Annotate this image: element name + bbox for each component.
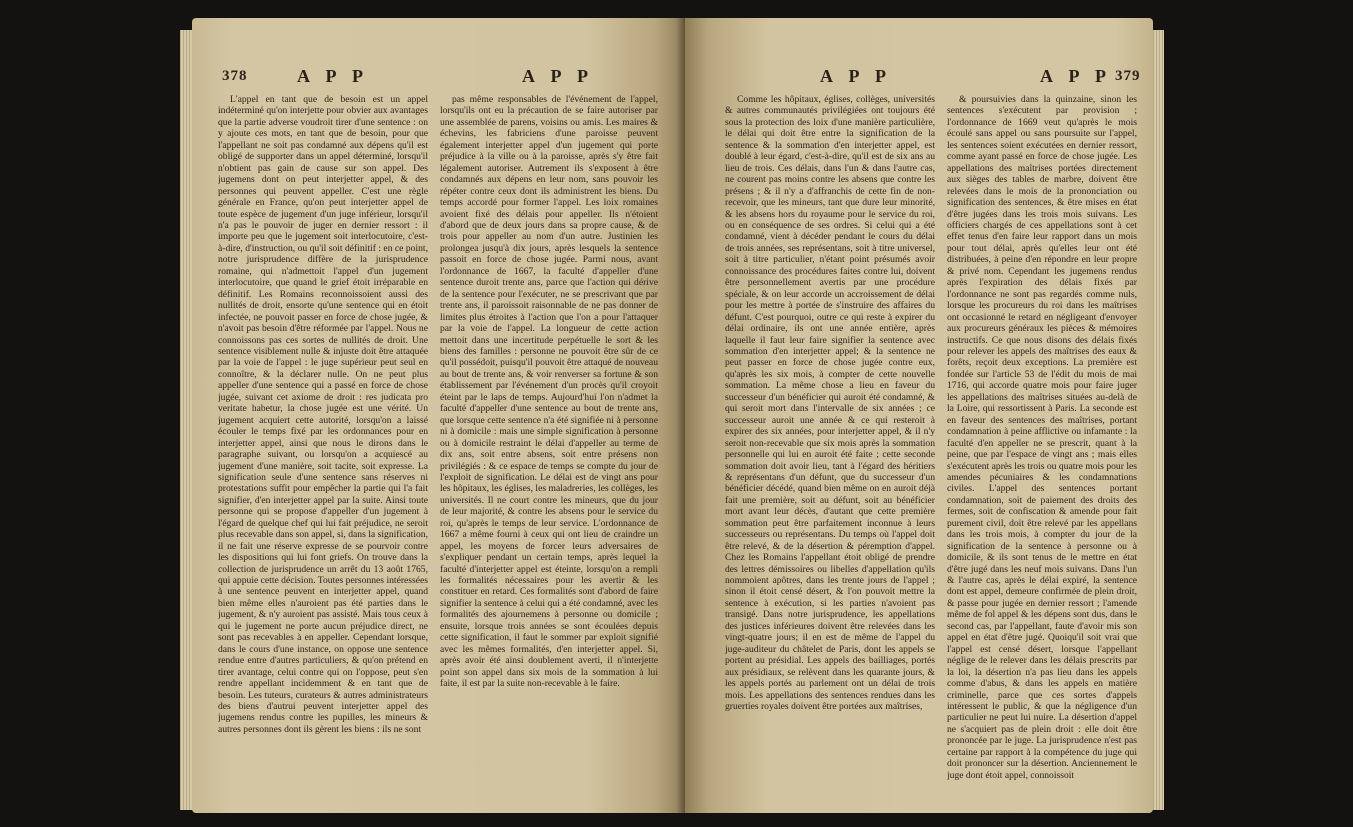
left-column-1-text: L'appel en tant que de besoin est un appel indéterminé qu'on interjette pour obvier aux avantages que la partie adverse voudroit tirer d'une sentence : on y ajoute ces mots, en tant que de besoin, pour que l'appellant ne soit pas condamné aux dépens qu'il est obligé de supporter dans un appel déterminé, lorsqu'il n'obtient pas gain de cause sur son appel. Des jugemens dont on peut interjetter appel, & des personnes qui peuvent appeller. C'est une règle générale en France, qu'on peut interjetter appel de toute espèce de jugement d'un juge inférieur, lorsqu'il n'a pas le pouvoir de juger en dernier ressort : il importe peu que le jugement soit interlocutoire, c'est-à-dire, d'instruction, ou qu'il soit définitif : en ce point, notre jurisprudence diffère de la jurisprudence romaine, qui n'admettoit l'appel d'un jugement interlocutoire, que quand le grief étoit irréparable en définitif. Les Romains reconnoissoient aussi des nullités de droit, ensorte qu'une sentence qui en étoit infectée, ne pouvoit passer en force de chose jugée, & n'avoit pas besoin d'être réformée par l'appel. Nous ne connoissons pas ces sortes de nullités de droit. Une sentence visiblement nulle & injuste doit être attaquée par la voie de l'appel : le juge supérieur peut seul en connoître, & la déclarer nulle. On ne peut plus appeller d'une sentence qui a passé en force de chose jugée, suivant cet axiome de droit : res judicata pro veritate habetur, la chose jugée est une vérité. Un jugement acquiert cette autorité, lorsqu'on a laissé écouler le temps fixé par les ordonnances pour en interjetter appel, ainsi que nous le dirons dans le paragraphe suivant, ou lorsqu'on a acquiescé au jugement d'une manière, soit tacite, soit expresse. La signification seule d'une sentence sans réserves ni protestations suffit pour empêcher la partie qui l'a fait signifier, d'en interjetter appel par la suite. Ainsi toute personne qui se propose d'appeller d'un jugement à l'égard de quelque chef qui lui fait préjudice, ne seroit plus recevable dans son appel, si, dans la signification, il ne fait une réserve expresse de se pourvoir contre les dispositions qui lui font griefs. On trouve dans la collection de jurisprudence un arrêt du 13 août 1765, qui appuie cette décision. Toutes personnes intéressées à une sentence peuvent en interjetter appel, quand bien même elles n'auroient pas été parties dans le jugement, & n'y auroient pas assisté. Mais tous ceux à qui le jugement ne porte aucun préjudice direct, ne sont pas recevables à en appeller. Cependant lorsque, dans le cours d'une instance, on oppose une sentence rendue entre d'autres particuliers, & qu'on prétend en tirer avantage, celui contre qui on l'oppose, peut s'en rendre appellant incidemment & en tant que de besoin. Les tuteurs, curateurs & autres administrateurs des biens d'autrui peuvent interjetter appel des jugemens rendus contre les pupilles, les mineurs & autres personnes dont ils gèrent les biens : ils ne sont [218, 94, 428, 735]
left-running-head-2: A P P [522, 66, 595, 86]
left-page [192, 18, 685, 813]
right-running-head-1: A P P [820, 66, 893, 86]
right-column-2-text: & poursuivies dans la quinzaine, sinon les sentences s'exécutent par provision ; l'ordonnance de 1669 veut qu'après le mois écoulé sans appel ou sans poursuite sur l'appel, les sentences soient exécutées en dernier ressort, comme ayant passé en force de chose jugée. Les appellations des maîtrises portées directement aux sièges des tables de marbre, doivent être relevées dans le mois de la prononciation ou signification des sentences, & être mises en état d'être jugées dans les trois mois suivans. Les officiers chargés de ces appellations sont à cet effet tenus d'en faire leur rapport dans un mois pour tout délai, après qu'elles leur ont été distribuées, à peine d'en répondre en leur propre & privé nom. Cependant les jugemens rendus après l'expiration des délais fixés par l'ordonnance ne sont pas regardés comme nuls, lorsque les procureurs du roi dans les maîtrises ont occasionné le retard en négligeant d'envoyer aux procureurs généraux les pièces & mémoires instructifs. Ce que nous disons des délais fixés pour relever les appels des maîtrises des eaux & forêts, reçoit deux exceptions. La première est fondée sur l'article 53 de l'édit du mois de mai 1716, qui accorde quatre mois pour faire juger les appellations des maîtrises situées au-delà de la Loire, qui ressortissent à Paris. La seconde est en faveur des sentences des maîtrises, portant condamnation à peine afflictive ou infamante : la faculté d'en appeller ne se prescrit, quant à la peine, que par l'espace de vingt ans ; mais elles s'exécutent après les trois ou quatre mois pour les amendes pécuniaires & les condamnations civiles. L'appel des sentences portant condamnation, soit de paiement des droits des fermes, soit de confiscation & amende pour fait purement civil, doit être relevé par les appellans dans les trois mois, à compter du jour de la signification de la sentence à personne ou à domicile, & ils sont tenus de le mettre en état d'être jugé dans les neuf mois suivans. Dans l'un & l'autre cas, après le délai expiré, la sentence dont est appel, demeure confirmée de plein droit, & passe pour jugée en dernier ressort ; l'amende même de fol appel & les dépens sont dus, dans le second cas, par l'appellant, faute d'avoir mis son appel en état d'être jugé. Quoiqu'il soit vrai que l'appel est censé désert, lorsque l'appellant néglige de le relever dans les délais prescrits par la loi, la désertion n'a pas lieu dans les appels comme d'abus, & dans les appels en matière criminelle, parce que ces sortes d'appels intéressent le public, & que la négligence d'un particulier ne peut lui nuire. La désertion d'appel ne s'acquiert pas de plein droit : elle doit être prononcée par le juge. La jurisprudence n'est pas certaine par rapport à la compétence du juge qui doit prononcer sur la désertion. Anciennement le juge dont étoit appel, connoissoit [947, 94, 1137, 781]
right-page-number: 379 [1115, 68, 1141, 84]
right-page-column-1 [725, 94, 935, 813]
left-running-head-1: A P P [297, 66, 370, 86]
right-column-1-text: Comme les hôpitaux, églises, collèges, universités & autres communautés privilégiées ont toujours été sous la protection des loix d'une manière particulière, le délai qui doit être entre la signification de la sentence & la sommation d'en interjetter appel, est doublé à leur égard, c'est-à-dire, qu'il est de six ans au lieu de trois. Ces délais, dans l'un & dans l'autre cas, ne courent pas moins contre les absens que contre les présens ; & il n'y a d'affranchis de cette fin de non-recevoir, que les mineurs, tant que dure leur minorité, & les absens hors du royaume pour le service du roi, ou en conséquence de ses ordres. Si celui qui a été condamné, vient à décéder pendant le cours du délai de trois années, ses représentans, soit à titre universel, soit à titre particulier, n'étant point présumés avoir connoissance des procédures faites contre lui, doivent être personnellement avertis par une procédure spéciale, & on leur accorde un accroissement de délai pour les mettre à portée de s'instruire des affaires du défunt. C'est pourquoi, outre ce qui reste à expirer du délai ordinaire, ils ont une année entière, après laquelle il faut leur faire signifier la sentence avec sommation d'en interjetter appel; & la sentence ne peut passer en force de chose jugée contre eux, qu'après les six mois, à compter de cette nouvelle sommation. La même chose a lieu en faveur du successeur d'un bénéficier qui auroit été condamné, & qui seroit mort dans l'intervalle de six années ; ce successeur auroit une année & ce qui resteroit à expirer des six années, pour interjetter appel, & il n'y seroit non-recevable que six mois après la sommation personnelle qui lui en auroit été faite ; cette seconde sommation doit avoir lieu, tant à l'égard des héritiers & représentans d'un défunt, que du successeur d'un bénéficier décédé, quand bien même on en auroit déjà fait une première, soit au défunt, soit au bénéficier mort avant leur décès, d'autant que cette première sommation peut être parfaitement inconnue à leurs successeurs ou représentans. Du temps où l'appel doit être relevé, & de la désertion & péremption d'appel. Chez les Romains l'appellant étoit obligé de prendre des lettres démissoires ou libelles d'appellation qu'ils nommoient apôtres, dans les trente jours de l'appel ; sinon il étoit censé désert, & l'on pouvoit mettre la sentence à exécution, si les parties n'avoient pas transigé. Dans notre jurisprudence, les appellations des justices inférieures doivent être relevées dans les vingt-quatre jours; il en est de même de l'appel du juge-auditeur du châtelet de Paris, dont les appels se portent au présidial. Les appels des bailliages, portés aux présidiaux, se relèvent dans les quarante jours, & les appels portés au parlement ont un délai de trois mois. Les appellations des sentences rendues dans les gruerties royales doivent être portées aux maîtrises, [725, 94, 935, 713]
left-column-2-text: pas même responsables de l'événement de l'appel, lorsqu'ils ont eu la précaution de se faire autoriser par une assemblée de parens, voisins ou amis. Les maires & échevins, les fabriciens d'une paroisse peuvent également interjetter appel d'un jugement qui porte préjudice à la ville ou à la paroisse, après s'y être fait légalement autoriser. Autrement ils s'exposent à être condamnés aux dépens en leur nom, sans pouvoir les répéter contre ceux dont ils administrent les biens. Du temps accordé pour former l'appel. Les loix romaines avoient fixé des délais pour appeller. Ils n'étoient d'abord que de deux jours dans sa propre cause, & de trois pour appeller au nom d'un autre. Justinien les prolongea jusqu'à dix jours, après lesquels la sentence passoit en force de chose jugée. Parmi nous, avant l'ordonnance de 1667, la faculté d'appeller d'une sentence duroit trente ans, parce que l'action qui dérive de la sentence pour l'exécuter, ne se prescrivant que par trente ans, il paroissoit raisonnable de ne pas donner de limites plus étroites à l'action que l'on a pour l'attaquer par la voie de l'appel. La longueur de cette action mettoit dans une incertitude perpétuelle le sort & les biens des familles : personne ne pouvoit être sûr de ce qu'il possédoit, puisqu'il pouvoit être attaqué de nouveau au bout de trente ans, & voir renverser sa fortune & son établissement par l'événement d'un procès qu'il croyoit éteint par le laps de temps. Aujourd'hui l'on n'admet la faculté d'appeller d'une sentence au bout de trente ans, que lorsque cette sentence n'a été signifiée ni à personne ni à domicile : mais une simple signification à personne ou à domicile restraint le délai d'appeller au terme de dix ans, soit entre absens, soit entre présens non privilégiés : & ce espace de temps se compte du jour de l'exploit de signification. Le délai est de vingt ans pour les hôpitaux, les églises, les maladreries, les collèges, les universités. Il ne court contre les mineurs, que du jour de leur majorité, & contre les absens pour le service du roi, qu'après le temps de leur service. L'ordonnance de 1667 a même fourni à ceux qui ont lieu de craindre un appel, les moyens de forcer leurs adversaires de s'expliquer pendant un certain temps, après lequel la faculté d'interjetter appel est éteinte, lorsqu'on a rempli les formalités nécessaires pour les avertir & les constituer en retard. Ces formalités sont d'abord de faire signifier la sentence à celui qui a été condamné, avec les formalités des ajournemens à personne ou domicile ; ensuite, lorsque trois années se sont écoulées depuis cette signification, il faut le sommer par exploit signifié avec les mêmes formalités, d'en interjetter appel. Si, après avoir été ainsi doublement averti, il n'interjette point son appel dans six mois de la sommation à lui faite, il est par la suite non-recevable à le faire. [440, 94, 658, 690]
left-page-number: 378 [222, 68, 248, 84]
left-page-column-2 [440, 94, 658, 813]
right-running-head-2: A P P [1040, 66, 1113, 86]
left-page-column-1 [218, 94, 428, 813]
right-page-column-2 [947, 94, 1137, 813]
right-page [685, 18, 1153, 813]
